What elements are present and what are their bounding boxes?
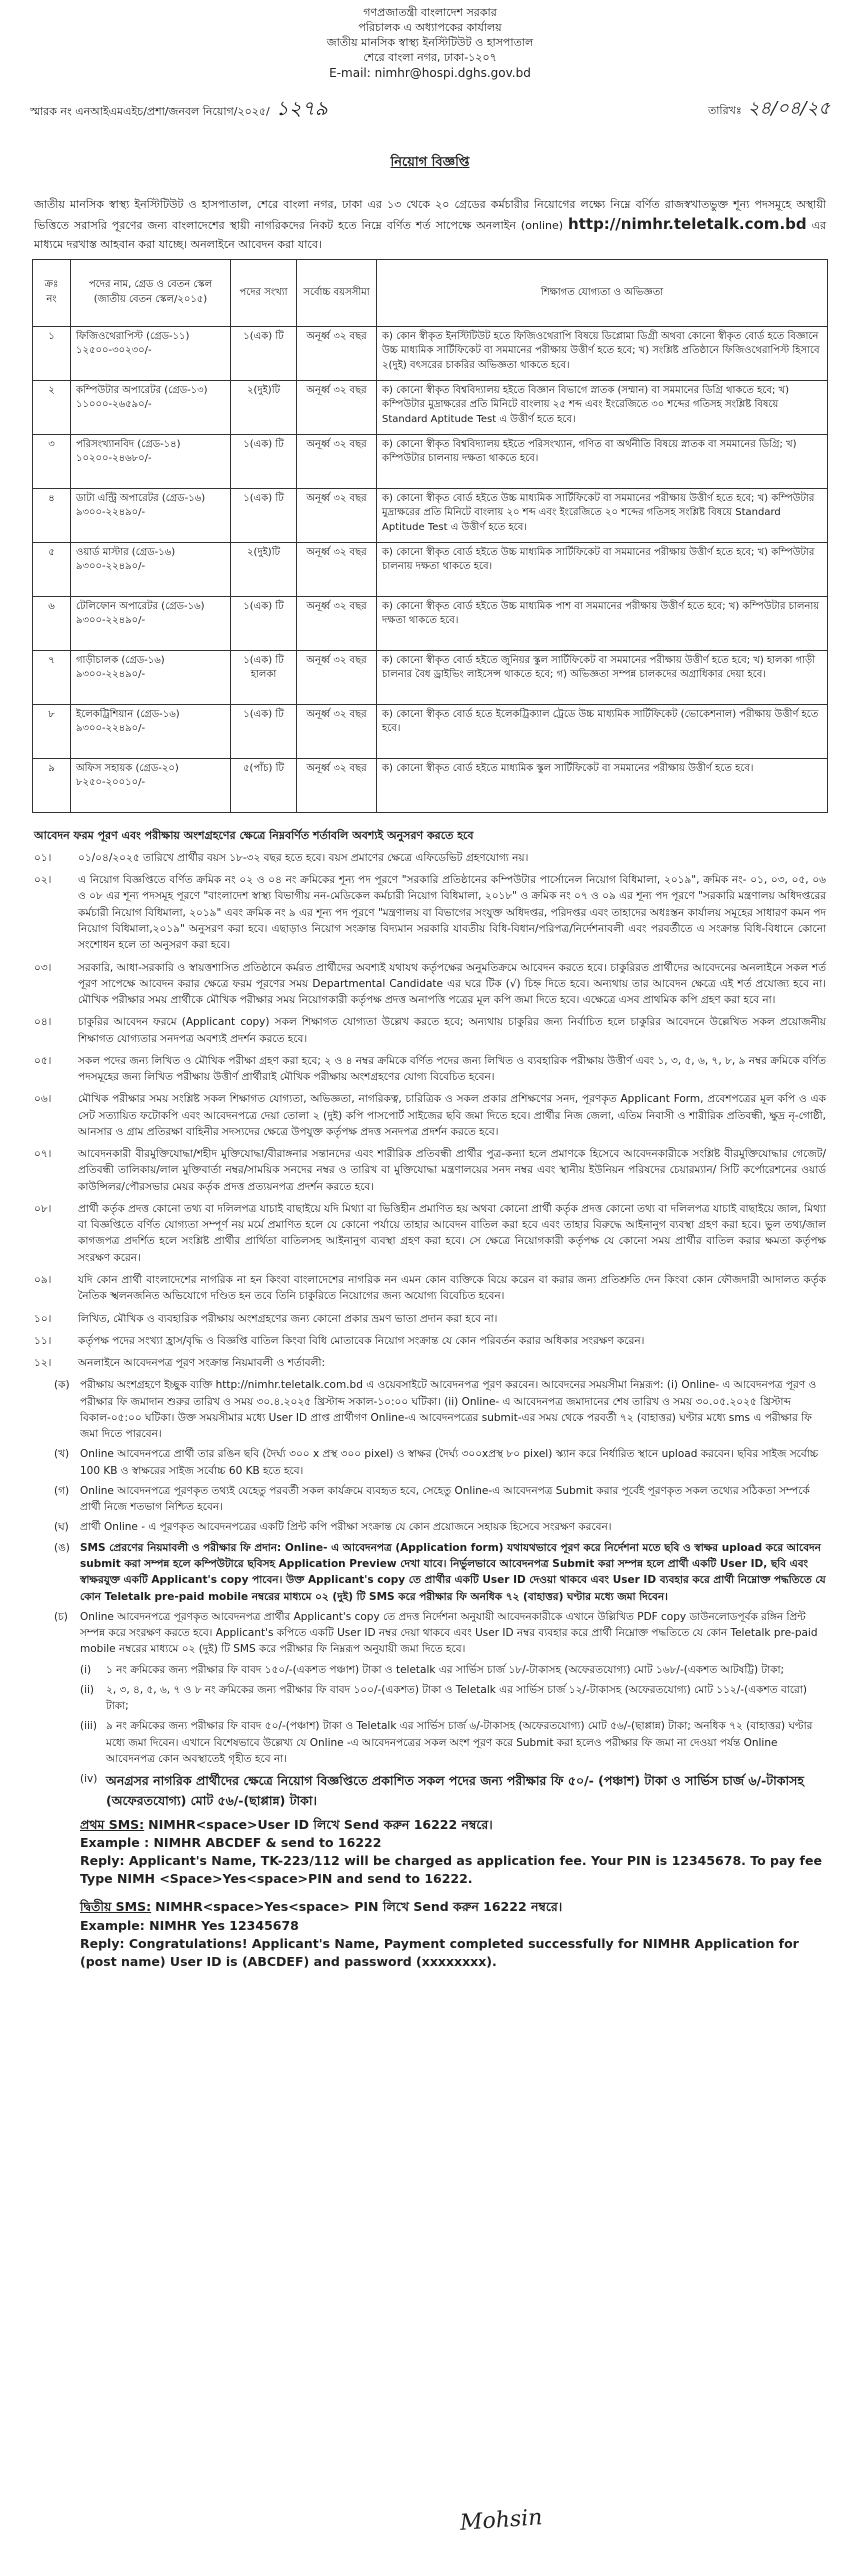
list-item bbox=[54, 1609, 826, 1658]
fee-item bbox=[80, 1682, 826, 1715]
table-row bbox=[33, 326, 828, 380]
memo-date: ২৪/০৪/২৫ bbox=[747, 97, 830, 119]
item-text: প্রার্থী কর্তৃক প্রদত্ত কোনো তথ্য বা দলিলপত্র যাচাই বাছাইয়ে যদি মিথ্যা বা ভিত্তিহীন প্রমাণিত হয় অথবা কোনো প্রার্থী কর্তৃক প্রদত্ত কোনো তথ্য বা দলিলপত্র যাচাই বাছাইয়ে জাল, মিথ্যা বা বিজ্ঞপ্তিতে বর্ণিত যোগ্যতা সম্পূর্ণ নয় মর্মে প্রমাণিত হলে যে কোনো পর্যায়ে তাহার আবেদন বাতিল করা হবে এবং তাহার বিরুদ্ধে আইনানুগ ব্যবস্থা গ্রহণ করা হবে। ভুল তথ্য/জাল কাগজপত্র প্রদর্শিত হলে সংশ্লিষ্ট প্রার্থীর প্রার্থিতা বাতিলসহ আইনানুগ ব্যবস্থা গ্রহণ করা হবে। সে ক্ষেত্রে নিয়োগকারী কর্তৃপক্ষ যে কোনো সময় প্রার্থীর বাতিল করার ক্ষমতা কর্তৃপক্ষ সংরক্ষণ করেন। bbox=[78, 1202, 826, 1264]
item-number: ০১। bbox=[34, 851, 52, 864]
item-text: সরকারি, আধা-সরকারি ও স্বায়ত্তশাসিত প্রতিষ্ঠানে কর্মরত প্রার্থীদের অবশ্যই যথাযথ কর্তৃপক্ষের অনুমতিক্রমে আবেদন করতে হবে। চাকুরিরত প্রার্থীদের আবেদনের অনলাইনে সকল শর্ত পূরণ সাপেক্ষে আবেদন করার ক্ষেত্রে ফরম পূরণের সময় Departmental Candidate এর ঘরে টিক (√) চিহ্ন দিতে হবে। অন্যথায় তার আবেদন ক্ষেত্রে এই শর্ত প্রযোজ্য হবে না। মৌখিক পরীক্ষার সময় প্রার্থীকে মৌখিক পরীক্ষার সময় নিয়োগকারী কর্তৃপক্ষ প্রদত্ত অনাপত্তি পত্রের মূল কপি জমা দিতে হবে। এক্ষেত্রে এসব প্রাথমিক কপি গ্রহণ করা হবে না। bbox=[78, 961, 826, 1007]
item-text: Online আবেদনপত্রে পূরণকৃত তথ্যই যেহেতু পরবর্তী সকল কার্যক্রমে ব্যবহৃত হবে, সেহেতু Online-এ আবেদনপত্র Submit করার পূর্বেই পূরণকৃত সকল তথ্যের সঠিকতা সম্পর্কে প্রার্থী নিজে শতভাগ নিশ্চিত হবেন। bbox=[80, 1484, 810, 1514]
row-count: ১(এক) টি bbox=[231, 326, 297, 380]
list-item bbox=[34, 1014, 826, 1047]
list-item bbox=[34, 1355, 826, 1371]
item-text: ০১/০৪/২০২৫ তারিখে প্রার্থীর বয়স ১৮-৩২ বছর হতে হবে। বয়স প্রমাণের ক্ষেত্রে এফিডেভিট গ্রহণযোগ্য নয়। bbox=[78, 851, 529, 864]
item-number: ১০। bbox=[34, 1312, 52, 1325]
intro-url: http://nimhr.teletalk.com.bd bbox=[568, 214, 807, 233]
item-number: (ঘ) bbox=[54, 1521, 69, 1534]
table-row bbox=[33, 704, 828, 758]
item-number: ০৯। bbox=[34, 1274, 52, 1287]
fee-text: ৯ নং ক্রমিকের জন্য পরীক্ষার ফি বাবদ ৫০/-(পঞ্চাশ) টাকা ও Teletalk এর সার্ভিস চার্জ ৬/-টাকাসহ (অফেরতযোগ্য) মোট ৫৬/-(ছাপ্পান্ন) টাকা; অনধিক ৭২ (বাহাত্তর) ঘণ্টার মধ্যে জমা দিবেন। এখানে বিশেষভাবে উল্লেখ্য যে Online -এ আবেদনপত্রের সকল অংশ পূরণ করে Submit করা হলেও পরীক্ষার ফি জমা না দেওয়া পর্যন্ত Online আবেদনপত্র কোন অবস্থাতেই গৃহীত হবে না। bbox=[106, 1720, 813, 1765]
header-line-2: পরিচালক এ অধ্যাপকের কার্যালয় bbox=[358, 20, 502, 34]
date-label: তারিখঃ bbox=[707, 103, 742, 117]
list-item bbox=[34, 1146, 826, 1195]
row-post: ইলেকট্রিশিয়ান (গ্রেড-১৬) ৯৩০০-২২৪৯০/- bbox=[71, 704, 231, 758]
row-qualification: ক) কোনো স্বীকৃত বোর্ড হইতে মাধ্যমিক স্কুল সার্টিফিকেট বা সমমানের পরীক্ষায় উত্তীর্ণ হতে হবে। bbox=[377, 758, 828, 812]
row-no: ২ bbox=[33, 380, 71, 434]
list-item bbox=[34, 872, 826, 953]
fee-item bbox=[80, 1771, 826, 1810]
list-item bbox=[54, 1540, 826, 1605]
header-age: সর্বোচ্চ বয়সসীমা bbox=[297, 259, 377, 326]
sms-first bbox=[80, 1816, 826, 1834]
item-number: ১১। bbox=[34, 1334, 52, 1347]
item-text: পরীক্ষায় অংশগ্রহণে ইচ্ছুক ব্যক্তি http://nimhr.teletalk.com.bd এ ওয়েবসাইটে আবেদনপত্র পূরণ করবেন। আবেদনের সময়সীমা নিম্নরূপ: (i) Online- এ আবেদনপত্র পূরণ ও পরীক্ষার ফি জমাদান শুরুর তারিখ ও সময় ৩০.৪.২০২৫ খ্রিস্টাব্দ সকাল-১০:০০ ঘটিকা। (ii) Online- এ আবেদনপত্র জমাদানের শেষ তারিখ ও সময় ৩০.০৫.২০২৫ খ্রিস্টাব্দ বিকাল-০৫:০০ ঘটিকা। উক্ত সময়সীমার মধ্যে User ID প্রাপ্ত প্রার্থীগণ Online-এ আবেদনপত্রের submit-এর সময় থেকে পরবর্তী ৭২ (বাহাত্তর) ঘণ্টার মধ্যে sms এ পরীক্ষার ফি জমা দিতে পারবেন। bbox=[80, 1379, 817, 1441]
sms-instructions bbox=[80, 1816, 826, 1971]
intro-text: জাতীয় মানসিক স্বাস্থ্য ইনস্টিটিউট ও হাসপাতাল, শেরে বাংলা নগর, ঢাকা এর ১৩ থেকে ২০ গ্রেডের কর্মচারীর নিয়োগের লক্ষ্যে নিম্নে বর্ণিত রাজস্বখাতভুক্ত শূন্য পদসমূহে অস্থায়ী ভিত্তিতে সরাসরি পূরণের জন্য বাংলাদেশের স্থায়ী নাগরিকদের নিকট হতে নিম্নে বর্ণিত শর্ত সাপেক্ষে অনলাইন (online) bbox=[34, 197, 826, 232]
list-item bbox=[34, 960, 826, 1009]
table-row bbox=[33, 596, 828, 650]
row-age: অনূর্ধ্ব ৩২ বছর bbox=[297, 380, 377, 434]
list-item bbox=[54, 1519, 826, 1535]
item-text: লিখিত, মৌখিক ও ব্যবহারিক পরীক্ষায় অংশগ্রহণের জন্য কোনো প্রকার ভ্রমণ ভাতা প্রদান করা হবে না। bbox=[78, 1312, 498, 1325]
header-line-1: গণপ্রজাতন্ত্রী বাংলাদেশ সরকার bbox=[363, 6, 497, 19]
row-age: অনূর্ধ্ব ৩২ বছর bbox=[297, 488, 377, 542]
row-age: অনূর্ধ্ব ৩২ বছর bbox=[297, 542, 377, 596]
item-number: ০৬। bbox=[34, 1093, 52, 1106]
item-text: এ নিয়োগ বিজ্ঞপ্তিতে বর্ণিত ক্রমিক নং ০২ ও ০৪ নং ক্রমিকের শূন্য পদ পূরণে "সরকারি প্রতিষ্ঠানের কম্পিউটার পার্সোনেল নিয়োগ বিধিমালা, ২০১৯", ক্রমিক নং- ০১, ০৩, ০৫, ০৬ ও ০৮ এর শূন্য পদসমূহ পূরণে "বাংলাদেশ স্বাস্থ্য বিভাগীয় নন-মেডিকেল কর্মচারী নিয়োগ বিধিমালা, ২০১৮" ও ক্রমিক নং ০৭ ও ০৯ এর শূন্য পদ পূরণে "সরকারি মন্ত্রণালয় অধিদপ্তরের কর্মচারী নিয়োগ বিধিমালা, ২০১৯" এবং ক্রমিক নং ৯ এর শূন্য পদ পূরণে "মন্ত্রণালয় বা বিভাগের সংযুক্ত অধিদপ্তর, পরিদপ্তর এবং তাহাদের অধঃস্তন কার্যালয় সমূহের সাধারণ কমন পদ নিয়োগ বিধিমালা,২০১৯" অনুসরণ করা হবে। এছাড়াও নিয়োগ সংক্রান্ত বিদ্যমান সরকারি যাবতীয় বিধি-বিধান/পরিপত্র/নির্দেশনাবলী এবং পরবর্তীতে এ সংক্রান্ত বিধি-বিধানে কোনো সংশোধন হলে তা অনুসরণ করা হবে। bbox=[78, 874, 826, 952]
notice-title: নিয়োগ বিজ্ঞপ্তি bbox=[390, 154, 470, 170]
row-count: ১(এক) টি bbox=[231, 704, 297, 758]
row-age: অনূর্ধ্ব ৩২ বছর bbox=[297, 650, 377, 704]
row-post: টেলিফোন অপারেটর (গ্রেড-১৬) ৯৩০০-২২৪৯০/- bbox=[71, 596, 231, 650]
letterhead bbox=[0, 0, 860, 82]
sms-second-format: NIMHR<space>Yes<space> PIN লিখে Send করুন 16222 নম্বরে। bbox=[155, 1899, 563, 1915]
fee-text: অনগ্রসর নাগরিক প্রার্থীদের ক্ষেত্রে নিয়োগ বিজ্ঞপ্তিতে প্রকাশিত সকল পদের জন্য পরীক্ষার ফি ৫০/- (পঞ্চাশ) টাকা ও সার্ভিস চার্জ ৬/-টাকাসহ (অফেরতযোগ্য) মোট ৫৬/-(ছাপ্পান্ন) টাকা। bbox=[106, 1773, 804, 1808]
conditions-heading: আবেদন ফরম পূরণ এবং পরীক্ষায় অংশগ্রহণের ক্ষেত্রে নিম্নবর্ণিত শর্তাবলি অবশ্যই অনুসরণ করতে হবে bbox=[34, 828, 474, 842]
row-post: ডাটা এন্ট্রি অপারেটর (গ্রেড-১৬) ৯৩০০-২২৪৯০/- bbox=[71, 488, 231, 542]
item-number: ১২। bbox=[34, 1357, 52, 1370]
posts-table bbox=[32, 259, 828, 813]
item-text: অনলাইনে আবেদনপত্র পূরণ সংক্রান্ত নিয়মাবলী ও শর্তাবলী: bbox=[78, 1357, 325, 1370]
sms-second bbox=[80, 1898, 826, 1916]
fee-item bbox=[80, 1718, 826, 1767]
row-age: অনূর্ধ্ব ৩২ বছর bbox=[297, 704, 377, 758]
item-text: প্রার্থী Online - এ পূরণকৃত আবেদনপত্রের একটি প্রিন্ট কপি পরীক্ষা সংক্রান্ত যে কোন প্রয়োজনে সহায়ক হিসেবে সংরক্ষণ করবেন। bbox=[80, 1521, 612, 1534]
sms-first-label: প্রথম SMS: bbox=[80, 1816, 145, 1832]
list-item bbox=[34, 1201, 826, 1266]
item-number: ০৮। bbox=[34, 1202, 52, 1215]
reference-line bbox=[0, 82, 860, 127]
sms-second-reply: Reply: Congratulations! Applicant's Name, Payment completed successfully for NIMHR Application for (post name) User ID is (ABCDEF) and password (xxxxxxxx). bbox=[80, 1935, 799, 1969]
row-qualification: ক) কোনো স্বীকৃত বোর্ড হইতে জুনিয়র স্কুল সার্টিফিকেট বা সমমানের পরীক্ষায় উত্তীর্ণ হতে হবে; খ) হালকা গাড়ী চালনার বৈধ ড্রাইভিং লাইসেন্স থাকতে হবে; গ) অভিজ্ঞতা সম্পন্ন চালকদের অগ্রাধিকার দেয়া হবে। bbox=[377, 650, 828, 704]
item-number: ০৭। bbox=[34, 1148, 52, 1161]
sms-first-example: Example : NIMHR ABCDEF & send to 16222 bbox=[80, 1835, 382, 1851]
header-count: পদের সংখ্যা bbox=[231, 259, 297, 326]
table-row bbox=[33, 488, 828, 542]
row-post: ওয়ার্ড মাস্টার (গ্রেড-১৬) ৯৩০০-২২৪৯০/- bbox=[71, 542, 231, 596]
row-post: ফিজিওথেরাপিস্ট (গ্রেড-১১) ১২৫০০-৩০২৩০/- bbox=[71, 326, 231, 380]
list-item bbox=[34, 850, 826, 866]
item-number: ০৫। bbox=[34, 1054, 52, 1067]
item-text: Online আবেদনপত্রে প্রার্থী তার রঙিন ছবি (দৈর্ঘ্য ৩০০ x প্রস্থ ৩০০ pixel) ও স্বাক্ষর (দৈর্ঘ্য ৩০০xপ্রস্থ ৮০ pixel) স্ক্যান করে নির্ধারিত স্থানে upload করবেন। ছবির সাইজ সর্বোচ্চ 100 KB ও স্বাক্ষরের সাইজ সর্বোচ্চ 60 KB হতে হবে। bbox=[80, 1448, 819, 1477]
item-number: (ক) bbox=[54, 1379, 70, 1392]
item-text: যদি কোন প্রার্থী বাংলাদেশের নাগরিক না হন কিংবা বাংলাদেশের নাগরিক নন এমন কোন ব্যক্তিকে বিয়ে করেন বা করার জন্য প্রতিশ্রুতি দেন কিংবা কোন ফৌজদারী আদালত কর্তৃক নৈতিক স্খলনজনিত অভিযোগে দণ্ডিত হন তবে তিনি চাকুরিতে নিয়োগের জন্য অযোগ্য বিবেচিত হবেন। bbox=[78, 1274, 826, 1303]
table-row bbox=[33, 758, 828, 812]
fee-number: (iii) bbox=[80, 1720, 97, 1733]
signature: Mohsin bbox=[459, 2505, 544, 2536]
list-item bbox=[54, 1446, 826, 1479]
item-number: ০৩। bbox=[34, 961, 52, 974]
list-item bbox=[34, 1091, 826, 1140]
row-age: অনূর্ধ্ব ৩২ বছর bbox=[297, 326, 377, 380]
table-row bbox=[33, 542, 828, 596]
fee-number: (ii) bbox=[80, 1683, 95, 1696]
row-count: ১(এক) টি bbox=[231, 488, 297, 542]
item-number: (গ) bbox=[54, 1484, 70, 1497]
row-qualification: ক) কোনো স্বীকৃত বিশ্ববিদ্যালয় হইতে পরিসংখ্যান, গণিত বা অর্থনীতি বিষয়ে স্নাতক বা সমমানের ডিগ্রি; খ) কম্পিউটার চালনায় দক্ষতা থাকতে হবে। bbox=[377, 434, 828, 488]
table-row bbox=[33, 380, 828, 434]
row-count: ২(দুই)টি bbox=[231, 380, 297, 434]
sms-second-label: দ্বিতীয় SMS: bbox=[80, 1899, 152, 1915]
row-qualification: ক) কোনো স্বীকৃত বোর্ড হইতে উচ্চ মাধ্যমিক সার্টিফিকেট বা সমমানের পরীক্ষায় উত্তীর্ণ হতে হবে; খ) কম্পিউটার চালনায় দক্ষতা থাকতে হবে। bbox=[377, 542, 828, 596]
conditions-list bbox=[34, 850, 826, 1810]
row-no: ৪ bbox=[33, 488, 71, 542]
list-item bbox=[34, 1333, 826, 1349]
header-post: পদের নাম, গ্রেড ও বেতন স্কেল (জাতীয় বেতন স্কেল/২০১৫) bbox=[71, 259, 231, 326]
item-text: Online আবেদনপত্রে পূরণকৃত আবেদনপত্র প্রার্থীর Applicant's copy তে প্রদত্ত নির্দেশনা অনুযায়ী আবেদনকারীকে এখানে উল্লিখিত PDF copy ডাউনলোডপূর্বক রঙ্গিন প্রিন্ট সম্পন্ন করে সংরক্ষণ করতে হবে। Applicant's কপিতে একটি User ID নম্বর দেয়া থাকবে এবং User ID নম্বর ব্যবহার করে প্রার্থী নিম্নোক্ত পদ্ধতিতে যে কোন Teletalk pre-paid mobile নম্বরের মাধ্যমে ০২ (দুই) টি SMS করে পরীক্ষার ফি নিম্নরূপ অনুযায়ী জমা দিতে হবে। bbox=[80, 1610, 818, 1656]
fee-number: (i) bbox=[80, 1663, 92, 1676]
fee-item bbox=[80, 1662, 826, 1678]
list-item bbox=[54, 1483, 826, 1516]
row-no: ১ bbox=[33, 326, 71, 380]
row-count: ২(দুই)টি bbox=[231, 542, 297, 596]
row-qualification: ক) কোনো স্বীকৃত বোর্ড হইতে উচ্চ মাধ্যমিক সার্টিফিকেট বা সমমানের পরীক্ষায় উত্তীর্ণ হতে হবে; খ) কম্পিউটার মুদ্রাক্ষরের প্রতি মিনিটে বাংলায় ২০ শব্দ এবং ইংরেজিতে ২০ শব্দের গতিসহ সংশ্লিষ্ট বিষয়ে Standard Aptitude Test এ উত্তীর্ণ হতে হবে। bbox=[377, 488, 828, 542]
fee-text: ২, ৩, ৪, ৫, ৬, ৭ ও ৮ নং ক্রমিকের জন্য পরীক্ষার ফি বাবদ ১০০/-(একশত) টাকা ও Teletalk এর সার্ভিস চার্জ ১২/-টাকাসহ (অফেরতযোগ্য) মোট ১১২/-(একশত বারো) টাকা; bbox=[106, 1683, 807, 1713]
table-row bbox=[33, 434, 828, 488]
item-text: চাকুরির আবেদন ফরমে (Applicant copy) সকল শিক্ষাগত যোগ্যতা উল্লেখ করতে হবে; অন্যথায় চাকুরির জন্য নির্বাচিত হলে চাকুরির আবেদনে উল্লেখিত সকল প্রয়োজনীয় শিক্ষাগত যোগ্যতার সনদপত্র অবশ্যই প্রদর্শন করতে হবে। bbox=[78, 1016, 826, 1045]
row-no: ৯ bbox=[33, 758, 71, 812]
row-count: ১(এক) টি bbox=[231, 434, 297, 488]
row-no: ৫ bbox=[33, 542, 71, 596]
row-post: গাড়ীচালক (গ্রেড-১৬) ৯৩০০-২২৪৯০/- bbox=[71, 650, 231, 704]
item-text: আবেদনকারী বীরমুক্তিযোদ্ধা/শহীদ মুক্তিযোদ্ধা/বীরাঙ্গনার সন্তানদের এবং শারীরিক প্রতিবন্ধী প্রার্থীর পুত্র-কন্যা হলে প্রমাণকে হিসেবে আবেদনকারীকে সংশ্লিষ্ট বীরমুক্তিযোদ্ধার গেজেট/প্রতিবন্ধী তালিকায়/লাল মুক্তিবার্তা নম্বর/সাময়িক সনদের নম্বর ও তারিখ বা মুক্তিযোদ্ধা মন্ত্রণালয়ের সনদ নম্বর এবং স্থানীয় ইউনিয়ন পরিষদের চেয়ারম্যান/ সিটি কর্পোরেশনের ওয়ার্ড কাউন্সিলর/পৌরসভার মেয়র কর্তৃক প্রদত্ত প্রত্যয়নপত্র প্রদর্শন করতে হবে। bbox=[78, 1148, 826, 1193]
row-qualification: ক) কোনো স্বীকৃত বিশ্ববিদ্যালয় হইতে বিজ্ঞান বিভাগে স্নাতক (সম্মান) বা সমমানের ডিগ্রি থাকতে হবে; খ) কম্পিউটার মুদ্রাক্ষরের প্রতি মিনিটে বাংলায় ২৫ শব্দ এবং ইংরেজিতে ৩০ শব্দের গতিসহ সংশ্লিষ্ট বিষয়ে Standard Aptitude Test এ উত্তীর্ণ হতে হবে। bbox=[377, 380, 828, 434]
row-qualification: ক) কোনো স্বীকৃত বোর্ড হতে ইলেকট্রিক্যাল ট্রেডে উচ্চ মাধ্যমিক সার্টিফিকেট (ভোকেশনাল) পরীক্ষায় উত্তীর্ণ হতে হবে। bbox=[377, 704, 828, 758]
table-header-row bbox=[33, 259, 828, 326]
row-count: ৫(পাঁচ) টি bbox=[231, 758, 297, 812]
fee-text: ১ নং ক্রমিকের জন্য পরীক্ষার ফি বাবদ ১৫০/-(একশত পঞ্চাশ) টাকা ও teletalk এর সার্ভিস চার্জ ১৮/-টাকাসহ (অফেরতযোগ্য) মোট ১৬৮/-(একশত আটষট্টি) টাকা; bbox=[106, 1663, 785, 1676]
memo-number: ১২৭৯ bbox=[275, 95, 328, 120]
row-age: অনূর্ধ্ব ৩২ বছর bbox=[297, 434, 377, 488]
item-number: (চ) bbox=[54, 1610, 68, 1623]
intro-paragraph bbox=[34, 196, 826, 253]
list-item bbox=[34, 1053, 826, 1086]
header-qualification: শিক্ষাগত যোগ্যতা ও অভিজ্ঞতা bbox=[377, 259, 828, 326]
item-text: কর্তৃপক্ষ পদের সংখ্যা হ্রাস/বৃদ্ধি ও বিজ্ঞপ্তি বাতিল কিংবা বিধি মোতাবেক নিয়োগ সংক্রান্ত যে কোন পরিবর্তন করার অধিকার সংরক্ষণ করেন। bbox=[78, 1334, 645, 1347]
sms-first-reply: Reply: Applicant's Name, TK-223/112 will be charged as application fee. Your PIN is 12345678. To pay fee Type NIMH <Space>Yes<space>PIN and send to 16222. bbox=[80, 1853, 822, 1887]
header-serial: ক্রঃ নং bbox=[33, 259, 71, 326]
item-number: (খ) bbox=[54, 1448, 70, 1461]
sms-second-example: Example: NIMHR Yes 12345678 bbox=[80, 1917, 299, 1933]
row-no: ৬ bbox=[33, 596, 71, 650]
list-item bbox=[54, 1377, 826, 1442]
item-number: (ঙ) bbox=[54, 1541, 70, 1554]
row-qualification: ক) কোনো স্বীকৃত বোর্ড হইতে উচ্চ মাধ্যমিক পাশ বা সমমানের পরীক্ষায় উত্তীর্ণ হতে হবে; খ) কম্পিউটার চালনায় দক্ষতা থাকতে হবে। bbox=[377, 596, 828, 650]
row-count: ১(এক) টি হালকা bbox=[231, 650, 297, 704]
item-number: ০৪। bbox=[34, 1016, 52, 1029]
row-age: অনূর্ধ্ব ৩২ বছর bbox=[297, 596, 377, 650]
header-line-3: জাতীয় মানসিক স্বাস্থ্য ইনস্টিটিউট ও হাসপাতাল bbox=[326, 35, 534, 49]
row-no: ৩ bbox=[33, 434, 71, 488]
row-age: অনূর্ধ্ব ৩২ বছর bbox=[297, 758, 377, 812]
list-item bbox=[34, 1272, 826, 1305]
item-number: ০২। bbox=[34, 874, 52, 887]
row-qualification: ক) কোন স্বীকৃত ইনস্টিটিউট হতে ফিজিওথেরাপি বিষয়ে ডিপ্লোমা ডিগ্রী অথবা কোনো স্বীকৃত বোর্ড হতে বিজ্ঞানে উচ্চ মাধ্যমিক সার্টিফিকেট বা সমমানের পরীক্ষায় উত্তীর্ণ হতে হবে; খ) সংশ্লিষ্ট প্রতিষ্ঠানে ফিজিওথেরাপিস্ট হিসাবে ২(দুই) বৎসরের চাকরির অভিজ্ঞতা থাকতে হবে। bbox=[377, 326, 828, 380]
table-row bbox=[33, 650, 828, 704]
header-email: E-mail: nimhr@hospi.dghs.gov.bd bbox=[329, 66, 531, 81]
list-item bbox=[34, 1311, 826, 1327]
item-text: মৌখিক পরীক্ষার সময় সংশ্লিষ্ট সকল শিক্ষাগত যোগ্যতা, অভিজ্ঞতা, নাগরিকত্ব, চারিত্রিক ও সকল প্রকার প্রশিক্ষণের সনদ, পূরণকৃত Applicant Form, প্রবেশপত্রের মূল কপি ও এক সেট সত্যায়িত ফটোকপি এবং আবেদনপত্রে দেয়া তোলা ২ (দুই) কপি পাসপোর্ট সাইজের ছবি জমা দিতে হবে। প্রার্থীর নিজ জেলা, এতিম নিবাসী ও শারীরিক প্রতিবন্ধী, ক্ষুদ্র নৃ-গোষ্ঠী, আনসার ও গ্রাম প্রতিরক্ষা বাহিনীর সদস্যদের ক্ষেত্রে উপযুক্ত কর্তৃপক্ষ প্রদত্ত সনদপত্র প্রদর্শন করতে হবে। bbox=[78, 1093, 826, 1138]
intro-tail: এর মাধ্যমে দরখাস্ত আহবান করা যাচ্ছে। অনলাইনে আবেদন করা যাবে। bbox=[34, 218, 827, 251]
row-no: ৮ bbox=[33, 704, 71, 758]
item-text: সকল পদের জন্য লিখিত ও মৌখিক পরীক্ষা গ্রহণ করা হবে; ২ ও ৪ নম্বর ক্রমিকে বর্ণিত পদের জন্য লিখিত ও ব্যবহারিক পরীক্ষায় উত্তীর্ণ এবং ১, ৩, ৫, ৬, ৭, ৮, ৯ নম্বর ক্রমিকে বর্ণিত পদসমূহের জন্য লিখিত পরীক্ষায় উত্তীর্ণ প্রার্থীরাই মৌখিক পরীক্ষায় অংশগ্রহণের যোগ্য বিবেচিত হবেন। bbox=[78, 1054, 826, 1084]
row-no: ৭ bbox=[33, 650, 71, 704]
sms-first-format: NIMHR<space>User ID লিখে Send করুন 16222 নম্বরে। bbox=[148, 1816, 493, 1832]
memo-label: স্মারক নং এনআইএমএইচ/প্রশা/জনবল নিয়োগ/২০২৫/ bbox=[30, 104, 270, 118]
header-line-4: শেরে বাংলা নগর, ঢাকা-১২০৭ bbox=[363, 50, 497, 64]
fee-number: (iv) bbox=[80, 1773, 98, 1786]
row-post: অফিস সহায়ক (গ্রেড-২০) ৮২৫০-২০০১০/- bbox=[71, 758, 231, 812]
item-text: SMS প্রেরণের নিয়মাবলী ও পরীক্ষার ফি প্রদান: Online- এ আবেদনপত্র (Application form) যথাযথভাবে পূরণ করে নির্দেশনা মতে ছবি ও স্বাক্ষর upload করে আবেদন submit করা সম্পন্ন হলে কম্পিউটারে ছবিসহ Application Preview দেখা যাবে। নির্ভুলভাবে আবেদনপত্র Submit করা সম্পন্ন হলে প্রার্থী একটি User ID, ছবি এবং স্বাক্ষরযুক্ত একটি Applicant's copy পাবেন। উক্ত Applicant's copy তে প্রার্থীর একটি User ID দেওয়া থাকবে এবং User ID ব্যবহার করে প্রার্থী নিম্নোক্ত পদ্ধতিতে যে কোন Teletalk pre-paid mobile নম্বরের মাধ্যমে ০২ (দুই) টি SMS করে পরীক্ষার ফি অনধিক ৭২ (বাহাত্তর) ঘণ্টার মধ্যে জমা দিবেন। bbox=[80, 1541, 826, 1603]
row-count: ১(এক) টি bbox=[231, 596, 297, 650]
row-post: পরিসংখ্যানবিদ (গ্রেড-১৪) ১০২০০-২৪৬৮০/- bbox=[71, 434, 231, 488]
row-post: কম্পিউটার অপারেটর (গ্রেড-১৩) ১১০০০-২৬৫৯০/- bbox=[71, 380, 231, 434]
